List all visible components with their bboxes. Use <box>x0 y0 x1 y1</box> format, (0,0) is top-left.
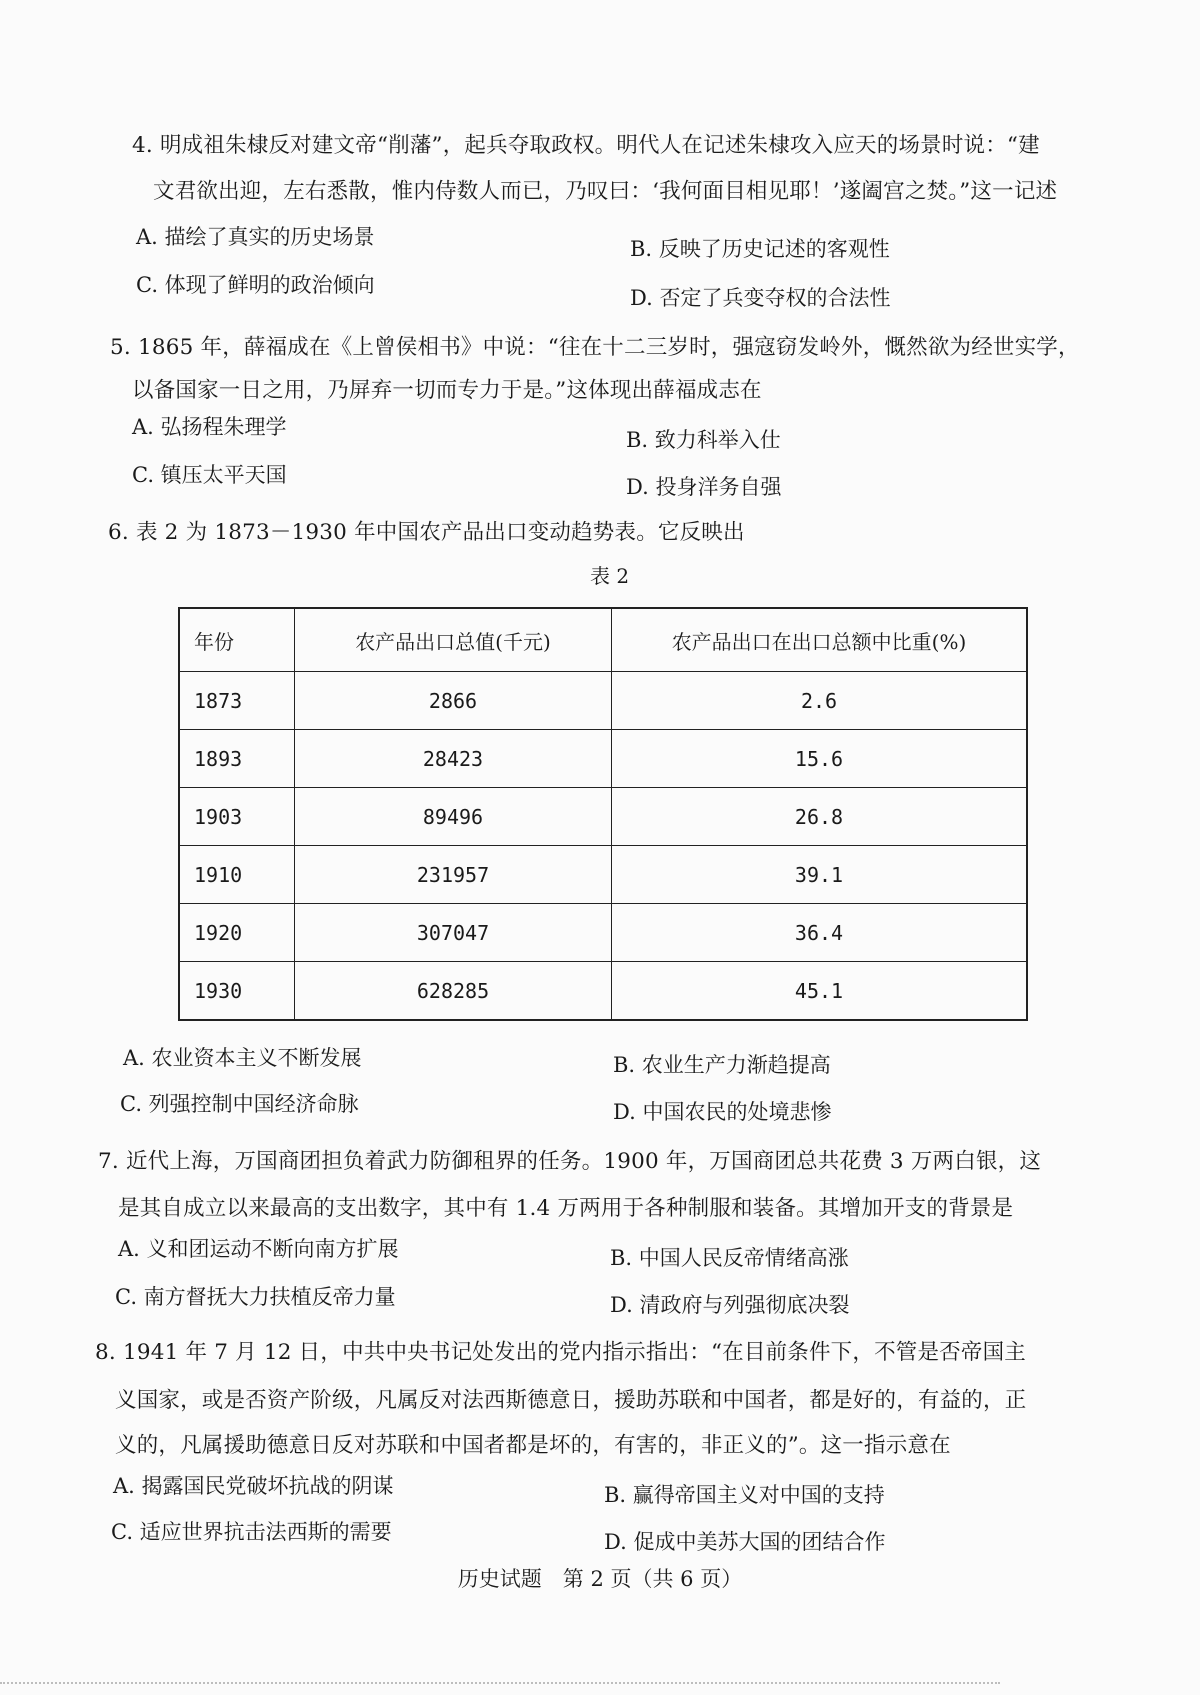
export-trend-table <box>178 607 1028 1021</box>
q8-option-b: B. 赢得帝国主义对中国的支持 <box>604 1483 885 1507</box>
table-header-row <box>179 608 1027 672</box>
header-year: 年份 <box>179 608 295 672</box>
q5-option-c: C. 镇压太平天国 <box>132 463 287 487</box>
page-footer: 历史试题 第 2 页（共 6 页） <box>457 1567 743 1591</box>
cell-export-share: 45.1 <box>612 962 1028 1021</box>
cell-export-value: 307047 <box>295 904 612 962</box>
cell-year: 1920 <box>179 904 295 962</box>
header-export-value: 农产品出口总值(千元) <box>295 608 612 672</box>
table-row <box>179 962 1027 1021</box>
q4-stem-line-2: 文君欲出迎，左右悉散，惟内侍数人而已，乃叹曰：‘我何面目相见耶！’遂阖宫之焚。”这一记述 <box>153 179 1058 204</box>
cell-export-share: 26.8 <box>612 788 1028 846</box>
q5-option-a: A. 弘扬程朱理学 <box>132 415 287 439</box>
cell-export-value: 2866 <box>295 672 612 730</box>
table-caption: 表 2 <box>590 564 630 588</box>
q8-option-a: A. 揭露国民党破坏抗战的阴谋 <box>113 1474 394 1498</box>
q5-option-d: D. 投身洋务自强 <box>626 475 782 499</box>
cell-export-share: 39.1 <box>612 846 1028 904</box>
q7-option-b: B. 中国人民反帝情绪高涨 <box>610 1246 849 1270</box>
q4-option-a: A. 描绘了真实的历史场景 <box>136 225 375 249</box>
q5-stem-line-1: 5. 1865 年，薛福成在《上曾侯相书》中说：“往在十二三岁时，强寇窃发岭外，慨然欲为经世实学， <box>110 335 1080 360</box>
cell-export-value: 231957 <box>295 846 612 904</box>
q8-stem-line-2: 义国家，或是否资产阶级，凡属反对法西斯德意日，援助苏联和中国者，都是好的，有益的，正 <box>115 1388 1027 1413</box>
cell-year: 1903 <box>179 788 295 846</box>
q6-option-c: C. 列强控制中国经济命脉 <box>120 1092 359 1116</box>
q6-option-a: A. 农业资本主义不断发展 <box>123 1046 362 1070</box>
q6-option-b: B. 农业生产力渐趋提高 <box>613 1053 831 1077</box>
q8-option-c: C. 适应世界抗击法西斯的需要 <box>111 1520 392 1544</box>
cell-year: 1873 <box>179 672 295 730</box>
q5-stem-line-2: 以备国家一日之用，乃屏弃一切而专力于是。”这体现出薛福成志在 <box>132 378 762 403</box>
table-row <box>179 730 1027 788</box>
q6-option-d: D. 中国农民的处境悲惨 <box>613 1100 832 1124</box>
q7-option-a: A. 义和团运动不断向南方扩展 <box>118 1237 399 1261</box>
q8-stem-line-3: 义的，凡属援助德意日反对苏联和中国者都是坏的，有害的，非正义的”。这一指示意在 <box>115 1433 951 1458</box>
cell-export-value: 89496 <box>295 788 612 846</box>
cell-year: 1910 <box>179 846 295 904</box>
q4-option-d: D. 否定了兵变夺权的合法性 <box>630 286 891 310</box>
cell-year: 1893 <box>179 730 295 788</box>
table-row <box>179 672 1027 730</box>
q5-option-b: B. 致力科举入仕 <box>626 428 781 452</box>
q4-stem-line-1: 4. 明成祖朱棣反对建文帝“削藩”，起兵夺取政权。明代人在记述朱棣攻入应天的场景时说：“建 <box>132 133 1040 158</box>
cell-year: 1930 <box>179 962 295 1021</box>
q7-option-d: D. 清政府与列强彻底决裂 <box>610 1293 850 1317</box>
scan-dotted-edge <box>0 1682 1000 1686</box>
table-row <box>179 788 1027 846</box>
table-row <box>179 904 1027 962</box>
q6-stem-line-1: 6. 表 2 为 1873－1930 年中国农产品出口变动趋势表。它反映出 <box>108 520 745 545</box>
cell-export-share: 15.6 <box>612 730 1028 788</box>
cell-export-share: 36.4 <box>612 904 1028 962</box>
q7-stem-line-1: 7. 近代上海，万国商团担负着武力防御租界的任务。1900 年，万国商团总共花费 3 万两白银，这 <box>98 1149 1042 1174</box>
q7-stem-line-2: 是其自成立以来最高的支出数字，其中有 1.4 万两用于各种制服和装备。其增加开支的背景是 <box>118 1196 1014 1221</box>
q4-option-b: B. 反映了历史记述的客观性 <box>630 237 890 261</box>
q4-option-c: C. 体现了鲜明的政治倾向 <box>136 273 375 297</box>
table-row <box>179 846 1027 904</box>
cell-export-value: 28423 <box>295 730 612 788</box>
cell-export-share: 2.6 <box>612 672 1028 730</box>
q8-stem-line-1: 8. 1941 年 7 月 12 日，中共中央书记处发出的党内指示指出：“在目前条件下，不管是否帝国主 <box>95 1340 1026 1365</box>
q7-option-c: C. 南方督抚大力扶植反帝力量 <box>115 1285 396 1309</box>
cell-export-value: 628285 <box>295 962 612 1021</box>
q8-option-d: D. 促成中美苏大国的团结合作 <box>604 1530 886 1554</box>
header-export-share: 农产品出口在出口总额中比重(%) <box>612 608 1028 672</box>
